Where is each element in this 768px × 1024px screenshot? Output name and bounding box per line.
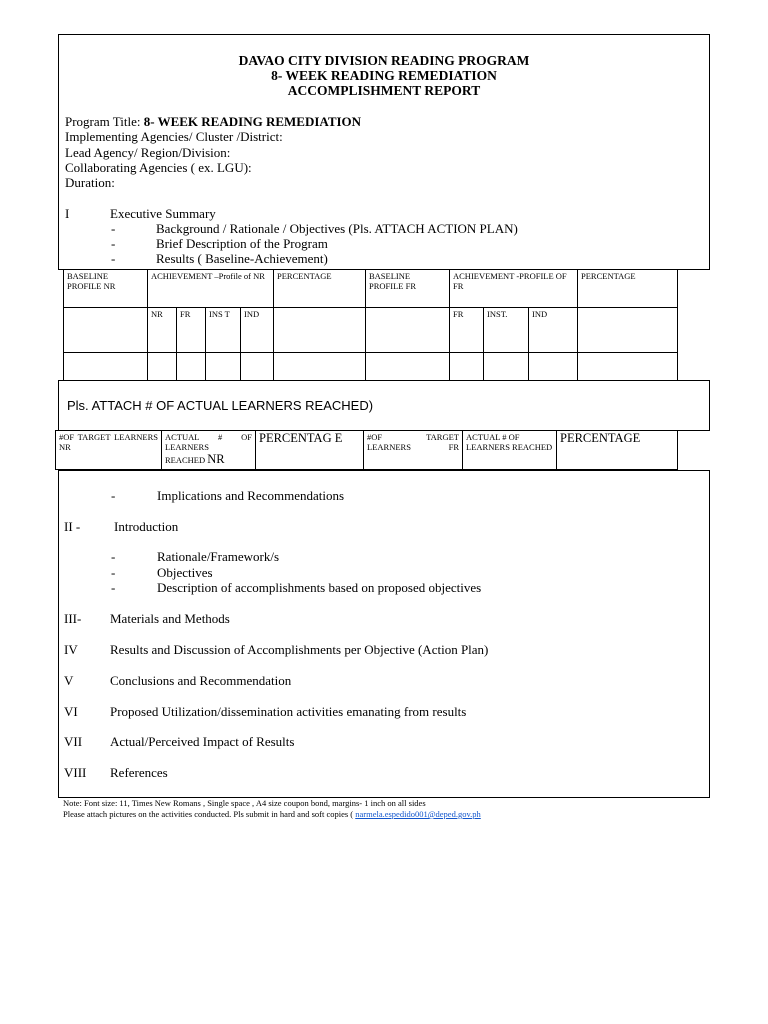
table-cell[interactable] <box>64 308 148 353</box>
actual-learners-reached-fr: ACTUAL # OF LEARNERS REACHED <box>463 431 557 470</box>
division-program-title: DAVAO CITY DIVISION READING PROGRAM <box>238 53 530 68</box>
section-1-item-background: Background / Rationale / Objectives (Pls. ATTACH ACTION PLAN) <box>156 221 518 236</box>
formatting-note: Note: Font size: 11, Times New Romans , Single space , A4 size coupon bond, margins- 1 inch on all sides <box>63 798 426 808</box>
bullet-dash: - <box>111 236 116 251</box>
actual-learners-nr-reached: REACHED NR <box>165 452 225 466</box>
table-cell[interactable] <box>206 353 241 381</box>
header-achievement-profile-fr: ACHIEVEMENT -PROFILE OF FR <box>450 270 578 308</box>
bullet-dash: - <box>111 251 116 266</box>
table-cell[interactable] <box>64 353 148 381</box>
table-cell[interactable] <box>366 308 450 353</box>
remediation-title: 8- WEEK READING REMEDIATION <box>271 68 497 83</box>
program-title-value: 8- WEEK READING REMEDIATION <box>143 114 362 129</box>
bullet-dash: - <box>111 549 116 564</box>
header-percentage-fr: PERCENTAGE <box>578 270 678 308</box>
table-cell[interactable] <box>274 308 366 353</box>
target-learners-nr: #OF TARGET LEARNERS NR <box>56 431 162 470</box>
percentage-nr: PERCENTAG E <box>256 431 364 470</box>
section-1-item-description: Brief Description of the Program <box>156 236 328 251</box>
subheader-ind: IND <box>529 308 578 353</box>
section-2-item-rationale: Rationale/Framework/s <box>157 549 280 564</box>
duration-field: Duration: <box>65 175 115 190</box>
section-2-number: II - <box>64 519 81 534</box>
submission-note <box>63 809 481 819</box>
subheader-inst: INS T <box>206 308 241 353</box>
section-5-title: Conclusions and Recommendation <box>110 673 292 688</box>
target-learners-fr: #OF TARGET LEARNERS FR <box>364 431 463 470</box>
table-cell[interactable] <box>366 353 450 381</box>
section-2-item-objectives: Objectives <box>157 565 213 580</box>
baseline-achievement-table <box>63 269 678 381</box>
learners-reached-table <box>55 430 678 470</box>
table-cell[interactable] <box>450 353 484 381</box>
section-1-number: I <box>65 206 70 221</box>
email-link[interactable]: narmela.espedido001@deped.gov.ph <box>355 809 481 819</box>
header-achievement-profile-nr: ACHIEVEMENT –Profile of NR <box>148 270 274 308</box>
report-title: ACCOMPLISHMENT REPORT <box>287 83 481 98</box>
attach-learners-text: Pls. ATTACH # OF ACTUAL LEARNERS REACHED) <box>67 398 374 413</box>
section-2-item-accomplishments: Description of accomplishments based on proposed objectives <box>157 580 482 595</box>
subheader-ind: IND <box>241 308 274 353</box>
section-7-number: VII <box>64 734 83 749</box>
section-3-title: Materials and Methods <box>110 611 230 626</box>
bullet-dash: - <box>111 221 116 236</box>
section-6-number: VI <box>64 704 78 719</box>
program-title-label: Program Title: <box>65 114 144 129</box>
header-percentage-nr: PERCENTAGE <box>274 270 366 308</box>
report-header-box <box>58 34 710 270</box>
subheader-fr: FR <box>450 308 484 353</box>
section-1-title: Executive Summary <box>110 206 216 221</box>
bullet-dash: - <box>111 580 116 595</box>
table-cell[interactable] <box>241 353 274 381</box>
lead-agency-field: Lead Agency/ Region/Division: <box>65 145 231 160</box>
implications-item: Implications and Recommendations <box>157 488 345 503</box>
implementing-agencies-field: Implementing Agencies/ Cluster /District: <box>65 129 283 144</box>
subheader-inst: INST. <box>484 308 529 353</box>
bullet-dash: - <box>111 565 116 580</box>
section-7-title: Actual/Perceived Impact of Results <box>110 734 295 749</box>
section-6-title: Proposed Utilization/dissemination activities emanating from results <box>110 704 467 719</box>
subheader-fr: FR <box>177 308 206 353</box>
section-4-number: IV <box>64 642 78 657</box>
actual-learners-reached-nr <box>162 431 256 470</box>
table-cell[interactable] <box>274 353 366 381</box>
report-body-box <box>58 470 710 798</box>
table-cell[interactable] <box>484 353 529 381</box>
table-cell[interactable] <box>529 353 578 381</box>
table-cell[interactable] <box>148 353 177 381</box>
header-baseline-profile-nr: BASELINE PROFILE NR <box>64 270 148 308</box>
section-8-number: VIII <box>64 765 87 780</box>
percentage-fr: PERCENTAGE <box>557 431 678 470</box>
subheader-nr: NR <box>148 308 177 353</box>
attach-learners-box <box>58 380 710 431</box>
section-8-title: References <box>110 765 168 780</box>
section-4-title: Results and Discussion of Accomplishments per Objective (Action Plan) <box>110 642 489 657</box>
bullet-dash: - <box>111 488 116 503</box>
program-title-field <box>65 114 361 129</box>
table-cell[interactable] <box>578 308 678 353</box>
table-cell[interactable] <box>177 353 206 381</box>
table-cell[interactable] <box>578 353 678 381</box>
section-5-number: V <box>64 673 74 688</box>
section-1-item-results: Results ( Baseline-Achievement) <box>156 251 328 266</box>
section-3-number: III- <box>64 611 82 626</box>
collaborating-agencies-field: Collaborating Agencies ( ex. LGU): <box>65 160 252 175</box>
section-2-title: Introduction <box>114 519 179 534</box>
header-baseline-profile-fr: BASELINE PROFILE FR <box>366 270 450 308</box>
actual-learners-nr-label: ACTUAL # OF LEARNERS <box>165 432 252 452</box>
submission-note-text: Please attach pictures on the activities conducted. Pls submit in hard and soft copies ( <box>63 809 356 819</box>
nr-label-large: NR <box>207 452 225 466</box>
